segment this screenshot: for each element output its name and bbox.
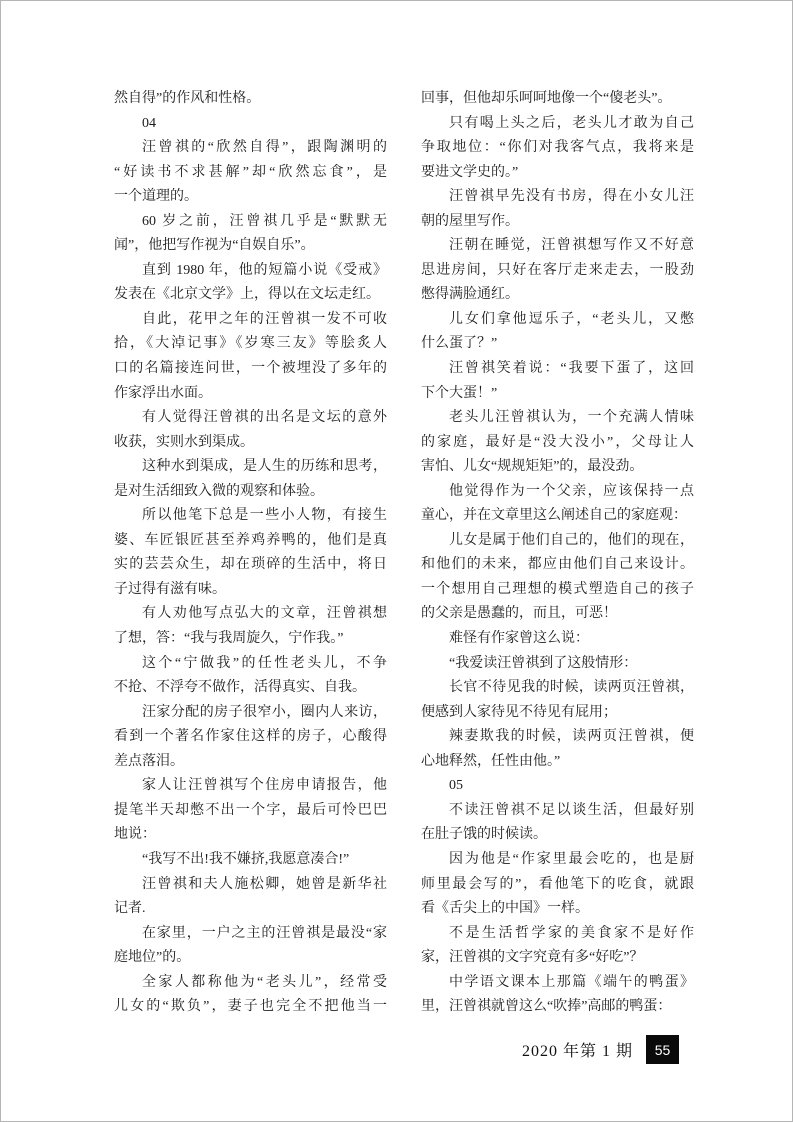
text-line: 家，汪曾祺的文字究竟有多“好吃”？: [421, 950, 644, 966]
text-line: 差点落泪。: [114, 753, 184, 769]
text-line: 汪朝在睡觉，汪曾祺想写作又不好意: [449, 238, 694, 254]
text-line: 庭地位”的。: [114, 950, 191, 966]
text-line: 提笔半天却憋不出一个字，最后可怜巴巴: [114, 802, 387, 818]
issue-label: 2020 年第 1 期: [521, 1043, 633, 1060]
text-line: 这个“宁做我”的任性老头儿，不争: [142, 655, 387, 671]
text-line: 难怪有作家曾这么说：: [449, 631, 589, 647]
text-line: “我爱读汪曾祺到了这般情形：: [449, 655, 638, 671]
text-line: 一个想用自己理想的模式塑造自己的孩子: [421, 581, 694, 597]
text-line: 憋得满脸通红。: [421, 287, 519, 303]
text-line: 的家庭，最好是“没大没小”，父母让人: [421, 434, 694, 450]
text-line: 一个道理的。: [114, 189, 198, 205]
text-line: 这种水到渠成，是人生的历练和思考，: [142, 459, 387, 475]
text-line: 家人让汪曾祺写个住房申请报告，他: [142, 778, 387, 794]
text-line: 中学语文课本上那篇《端午的鸭蛋》: [449, 974, 694, 990]
text-line: 朝的屋里写作。: [421, 213, 519, 229]
text-line: 长官不待见我的时候，读两页汪曾祺，: [449, 680, 694, 696]
text-line: 和他们的未来，都应由他们自己来设计。: [421, 557, 694, 573]
text-line: 儿女是属于他们自己的，他们的现在，: [449, 532, 694, 548]
text-line: 儿女们拿他逗乐子，“老头儿，又憋: [449, 311, 694, 327]
text-line: 看到一个著名作家住这样的房子，心酸得: [114, 729, 387, 745]
text-line: 汪曾祺笑着说：“我要下蛋了，这回: [449, 361, 694, 377]
text-line: 汪曾祺的“欣然自得”，跟陶渊明的: [142, 140, 387, 156]
page-number-badge: 55: [646, 1035, 679, 1064]
text-line: 在家里，一户之主的汪曾祺是最没“家: [142, 925, 387, 941]
text-line: 记者.: [114, 901, 146, 917]
text-line: 直到 1980 年，他的短篇小说《受戒》: [142, 262, 387, 278]
text-line: 在肚子饿的时候读。: [421, 827, 547, 843]
text-line: 有人劝他写点弘大的文章，汪曾祺想: [142, 606, 387, 622]
text-line: 汪曾祺早先没有书房，得在小女儿汪: [449, 189, 694, 205]
text-line: 发表在《北京文学》上，得以在文坛走红。: [114, 287, 380, 303]
text-line: “我写不出!我不嫌挤,我愿意凑合!”: [142, 851, 350, 867]
text-line: 然自得”的作风和性格。: [114, 91, 261, 106]
text-line: 回事，但他却乐呵呵地像一个“傻老头”。: [421, 91, 672, 106]
text-line: 实的芸芸众生，却在琐碎的生活中，将日: [114, 557, 387, 573]
text-line: 子过得有滋有味。: [114, 581, 226, 597]
text-line: 汪曾祺和夫人施松卿，她曾是新华社: [142, 876, 387, 892]
text-line: 的父亲是愚蠢的，而且，可恶！: [421, 606, 617, 622]
text-line: 作家浮出水面。: [114, 385, 212, 401]
text-line: 是对生活细致入微的观察和体验。: [114, 483, 324, 499]
text-line: “好读书不求甚解”却“欣然忘食”，是: [114, 164, 387, 180]
text-line: 全家人都称他为“老头儿”，经常受: [142, 974, 387, 990]
text-line: 有人觉得汪曾祺的出名是文坛的意外: [142, 410, 387, 426]
text-line: 什么蛋了？”: [421, 336, 498, 352]
text-line: 争取地位：“你们对我客气点，我将来是: [421, 140, 694, 156]
text-line: 只有喝上头之后，老头儿才敢为自己: [449, 115, 694, 131]
text-line: 地说：: [114, 827, 156, 843]
text-line: 辣妻欺我的时候，读两页汪曾祺，便: [449, 729, 694, 745]
text-line: 05: [449, 778, 463, 794]
text-line: 便感到人家待见不待见有屁用；: [421, 704, 617, 720]
text-line: 要进文学史的。”: [421, 164, 519, 180]
page-footer: [522, 1035, 679, 1064]
text-line: 童心，并在文章里这么阐述自己的家庭观：: [421, 508, 687, 524]
text-line: 04: [142, 115, 156, 131]
text-line: 思进房间，只好在客厅走来走去，一股劲: [421, 262, 694, 278]
text-line: 心地释然，任性由他。”: [421, 753, 561, 769]
text-line: 自此，花甲之年的汪曾祺一发不可收: [142, 311, 387, 327]
text-line: 口的名篇接连问世，一个被埋没了多年的: [114, 361, 387, 377]
text-line: 拾，《大淖记事》《岁寒三友》等脍炙人: [114, 336, 387, 352]
text-line: 下个大蛋！”: [421, 385, 498, 401]
text-line: 不抢、不浮夸不做作，活得真实、自我。: [114, 680, 366, 696]
text-line: 老头儿汪曾祺认为，一个充满人情味: [449, 410, 694, 426]
text-line: 因为他是“作家里最会吃的，也是厨: [449, 851, 694, 867]
text-line: 汪家分配的房子很窄小，圈内人来访，: [142, 704, 387, 720]
text-line: 师里最会写的”，看他笔下的吃食，就跟: [421, 876, 694, 892]
text-line: 他觉得作为一个父亲，应该保持一点: [449, 483, 694, 499]
text-line: 婆、车匠银匠甚至养鸡养鸭的，他们是真: [114, 532, 387, 548]
text-line: 闻”，他把写作视为“自娱自乐”。: [114, 238, 315, 254]
text-line: 害怕、儿女“规规矩矩”的，最没劲。: [421, 459, 644, 475]
text-line: 了想，答：“我与我周旋久，宁作我。”: [114, 631, 344, 647]
text-line: 60 岁之前，汪曾祺几乎是“默默无: [142, 213, 387, 229]
text-line: 里，汪曾祺就曾这么“吹捧”高邮的鸭蛋：: [421, 999, 672, 1015]
left-text-column: [114, 87, 387, 1020]
text-line: 不是生活哲学家的美食家不是好作: [449, 925, 694, 941]
text-line: 所以他笔下总是一些小人物，有接生: [142, 508, 387, 524]
text-line: 看《舌尖上的中国》一样。: [421, 901, 589, 917]
text-line: 儿女的“欺负”，妻子也完全不把他当一: [114, 999, 387, 1015]
right-text-column: [421, 87, 694, 1020]
text-line: 收获，实则水到渠成。: [114, 434, 254, 450]
text-line: 不读汪曾祺不足以谈生活，但最好别: [449, 802, 694, 818]
